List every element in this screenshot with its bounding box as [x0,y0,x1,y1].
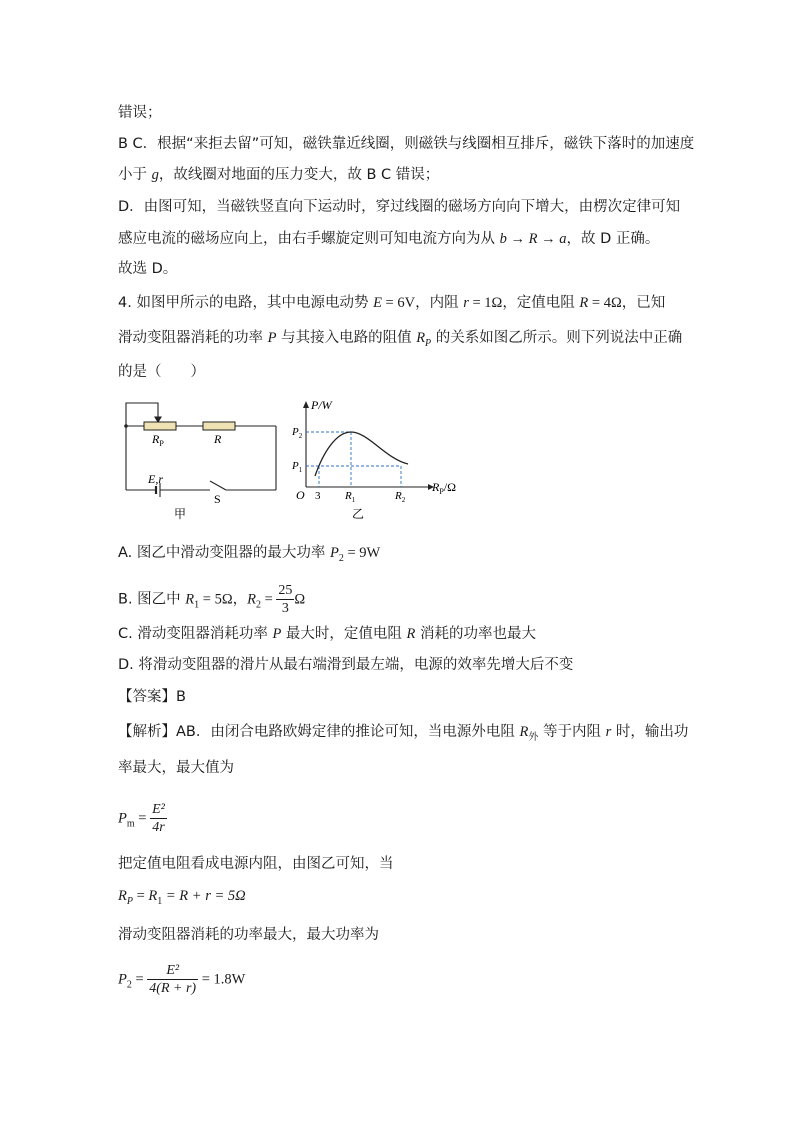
analysis-line: 滑动变阻器消耗的功率最大，最大功率为 [118,927,379,943]
tick-P2: $P_2$ [292,426,303,440]
question-figure [118,393,478,523]
question-4-stem: 滑动变阻器消耗的功率 P 与其接入电路的阻值 $R_P$ 的关系如图乙所示。则下列说法中正确 [118,330,683,349]
graph-y-label: P/W [311,398,332,412]
formula-pm: $P_m$ = $\frac{\text{E²}}{4r}$ [118,802,165,835]
text-line: 错误； [118,105,162,121]
circuit-and-graph-figure [118,393,478,523]
origin-label: O [296,488,305,502]
option-a: A. 图乙中滑动变阻器的最大功率 $P_2 = 9W$ [118,545,381,564]
formula-p2: $P_2$ = $\frac{\text{E²}}{4(R + r)}$ = 1.8W [118,963,246,996]
fraction: $\frac{\text{E²}}{4r}$ [152,802,165,835]
text-line: D．由图可知，当磁铁竖直向下运动时，穿过线圈的磁场方向向下增大，由楞次定律可知 [118,199,681,215]
question-4-stem: 的是（ ） [118,364,205,380]
tick-R1: $R_1$ [345,490,356,504]
junction-dot [124,424,128,428]
fraction: $\frac{\text{E²}}{4(R + r)}$ [149,963,197,996]
graph-caption: 乙 [352,507,365,521]
analysis-line: 把定值电阻看成电源内阻，由图乙可知，当 [118,856,394,872]
tick-3: 3 [315,490,321,502]
question-4-stem: 4. 如图甲所示的电路，其中电源电动势 E = 6V，内阻 r = 1Ω，定值电阻 R = 4Ω，已知 [118,295,666,311]
option-c: C. 滑动变阻器消耗功率 P 最大时，定值电阻 R 消耗的功率也最大 [118,626,536,642]
option-d: D. 将滑动变阻器的滑片从最右端滑到最左端，电源的效率先增大后不变 [118,657,574,673]
tick-P1: $P_1$ [292,460,303,474]
answer-line: 【答案】B [118,689,186,705]
fixed-resistor-symbol [203,422,235,430]
rheostat-resistor-symbol [144,422,176,430]
analysis-line: 率最大，最大值为 [118,760,234,776]
text-line: 故选 D。 [118,261,178,277]
text-line: 感应电流的磁场应向上，由右手螺旋定则可知电流方向为从 b → R → a，故 D 正确。 [118,231,660,247]
text-line: B C．根据“来拒去留”可知，磁铁靠近线圈，则磁铁与线圈相互排斥，磁铁下落时的加速度 [118,136,695,152]
circuit-caption: 甲 [174,507,187,521]
formula-rp: $R_P = R_1 = R + r = 5\Omega$ [118,888,246,907]
text-line: 小于 g，故线圈对地面的压力变大，故 B C 错误； [118,167,440,183]
fraction: $\frac{25}{3}$ [278,583,293,616]
graph-x-label: $R_P/\Omega$ [432,480,457,496]
label-R: R [214,432,222,446]
option-b: B. 图乙中 $R_1 = 5\Omega$，$R_2$ = $\frac{25}{3}$ Ω [118,583,306,616]
label-S: S [214,492,221,506]
analysis-line: 【解析】AB．由闭合电路欧姆定律的推论可知，当电源外电阻 $R_外$ 等于内阻 r 时，输出功 [118,724,689,743]
label-RP: $R_P$ [152,432,164,448]
power-resistance-graph [303,401,434,490]
tick-R2: $R_2$ [395,490,406,504]
label-Er: E,r [148,472,163,486]
